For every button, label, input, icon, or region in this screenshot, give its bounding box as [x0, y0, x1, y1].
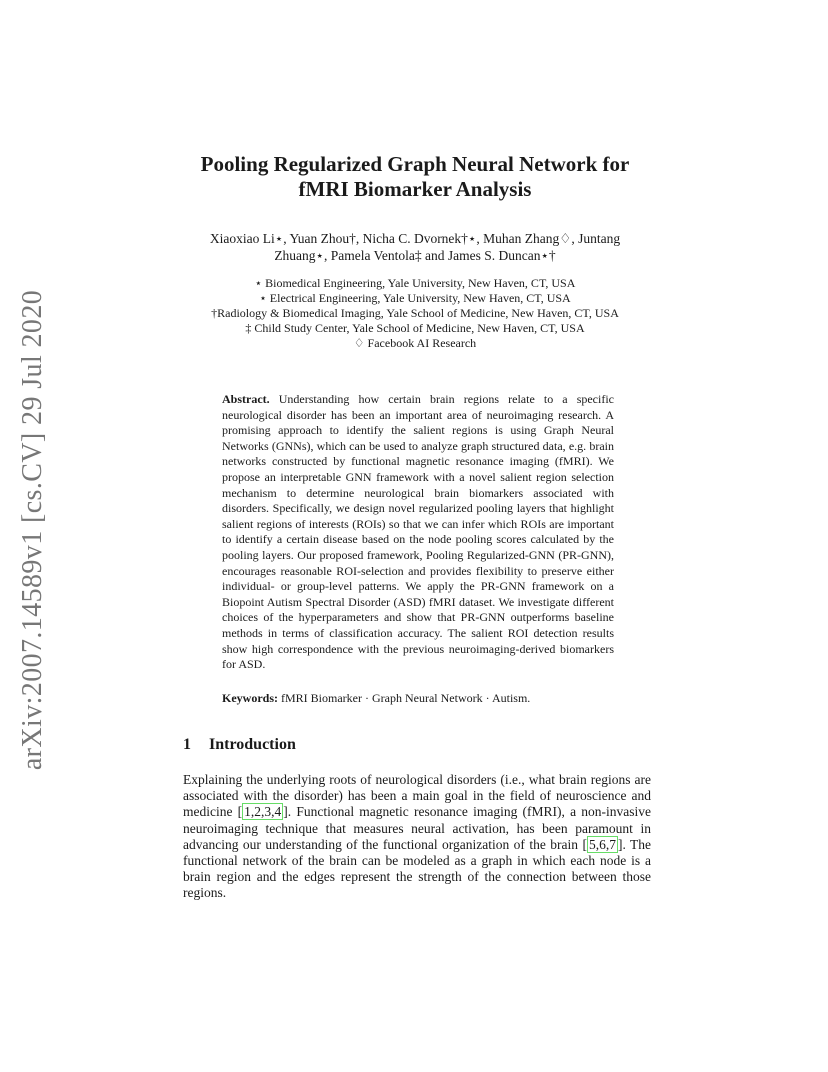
affiliation-3: †Radiology & Biomedical Imaging, Yale School of Medicine, New Haven, CT, USA — [211, 306, 619, 320]
affiliation-2: ⋆ Electrical Engineering, Yale University, New Haven, CT, USA — [259, 291, 571, 305]
affiliation-1: ⋆ Biomedical Engineering, Yale University, New Haven, CT, USA — [254, 276, 576, 290]
affiliation-4: ‡ Child Study Center, Yale School of Medicine, New Haven, CT, USA — [245, 321, 585, 335]
authors-line-2: Zhuang⋆, Pamela Ventola‡ and James S. Duncan⋆† — [274, 248, 556, 263]
paper-title — [140, 152, 690, 202]
section-heading — [183, 735, 296, 755]
intro-text-2: . Functional magnetic resonance imaging (fMRI), a non-invasive neuroimaging technique that measures neural activation, has been paramount in advancing our understanding of the functional organization of the brain — [183, 804, 651, 852]
author-list — [180, 230, 650, 264]
keywords-label: Keywords: — [222, 691, 278, 705]
affiliation-5: ♢ Facebook AI Research — [353, 336, 477, 350]
citation-link[interactable]: 5,6,7 — [588, 836, 616, 852]
section-number: 1 — [183, 736, 191, 753]
keywords-text: fMRI Biomarker · Graph Neural Network · Autism. — [281, 691, 531, 705]
intro-paragraph: Explaining the underlying roots of neurological disorders (i.e., what brain regions are associated with the disorder) has been a main goal in the field of neuroscience and medicine [ 1,2,3,4 ]. Functional magnetic resonance imaging (fMRI), a non-invasive neuroimaging technique that measures neural activation, has been paramount in advancing our understanding of the functional organization of the brain [ 5,6,7 ]. The functional network of the brain can be modeled as a graph in which each node is a brain region and the edges represent the strength of the connection between those regions. — [183, 772, 652, 901]
intro-text-3: . The functional network of the brain can be modeled as a graph in which each node is a brain region and the edges represent the strength of the connection between those regions. — [183, 836, 652, 901]
affiliations — [140, 276, 690, 351]
keywords — [222, 691, 614, 706]
abstract-label: Abstract. — [222, 392, 270, 406]
title-line-1: Pooling Regularized Graph Neural Network for — [200, 152, 630, 176]
arxiv-identifier: arXiv:2007.14589v1 [cs.CV] 29 Jul 2020 — [17, 289, 48, 771]
citation-link[interactable]: 1,2,3,4 — [244, 804, 282, 820]
abstract-text: Understanding how certain brain regions relate to a specific neurological disorder has been an important area of neuroimaging research. A promising approach to identify the salient regions is using Graph Neural Networks (GNNs), which can be used to analyze graph structured data, e.g. brain networks constructed by functional magnetic resonance imaging (fMRI). We propose an interpretable GNN framework with a novel salient region selection mechanism to determine neurological brain biomarkers associated with disorders. Specifically, we design novel regularized pooling layers that highlight salient regions of interests (ROIs) so that we can infer which ROIs are important to identify a certain disease based on the node pooling scores calculated by the pooling layers. Our proposed framework, Pooling Regularized-GNN (PR-GNN), encourages reasonable ROI-selection and provides flexibility to preserve either individual- or group-level patterns. We apply the PR-GNN framework on a Biopoint Autism Spectral Disorder (ASD) fMRI dataset. We investigate different choices of the hyperparameters and show that PR-GNN outperforms baseline methods in terms of classification accuracy. The salient ROI detection results show high correspondence with the previous neuroimaging-derived biomarkers for ASD. — [222, 392, 615, 672]
section-title: Introduction — [209, 736, 296, 753]
abstract — [222, 392, 614, 673]
title-line-2: fMRI Biomarker Analysis — [298, 177, 532, 201]
arxiv-sidebar — [10, 289, 56, 771]
intro-text-1: Explaining the underlying roots of neurological disorders (i.e., what brain regions are associated with the disorder) has been a main goal in the field of neuroscience and medicine — [183, 772, 651, 820]
authors-line-1: Xiaoxiao Li⋆, Yuan Zhou†, Nicha C. Dvornek†⋆, Muhan Zhang♢, Juntang — [209, 231, 621, 246]
